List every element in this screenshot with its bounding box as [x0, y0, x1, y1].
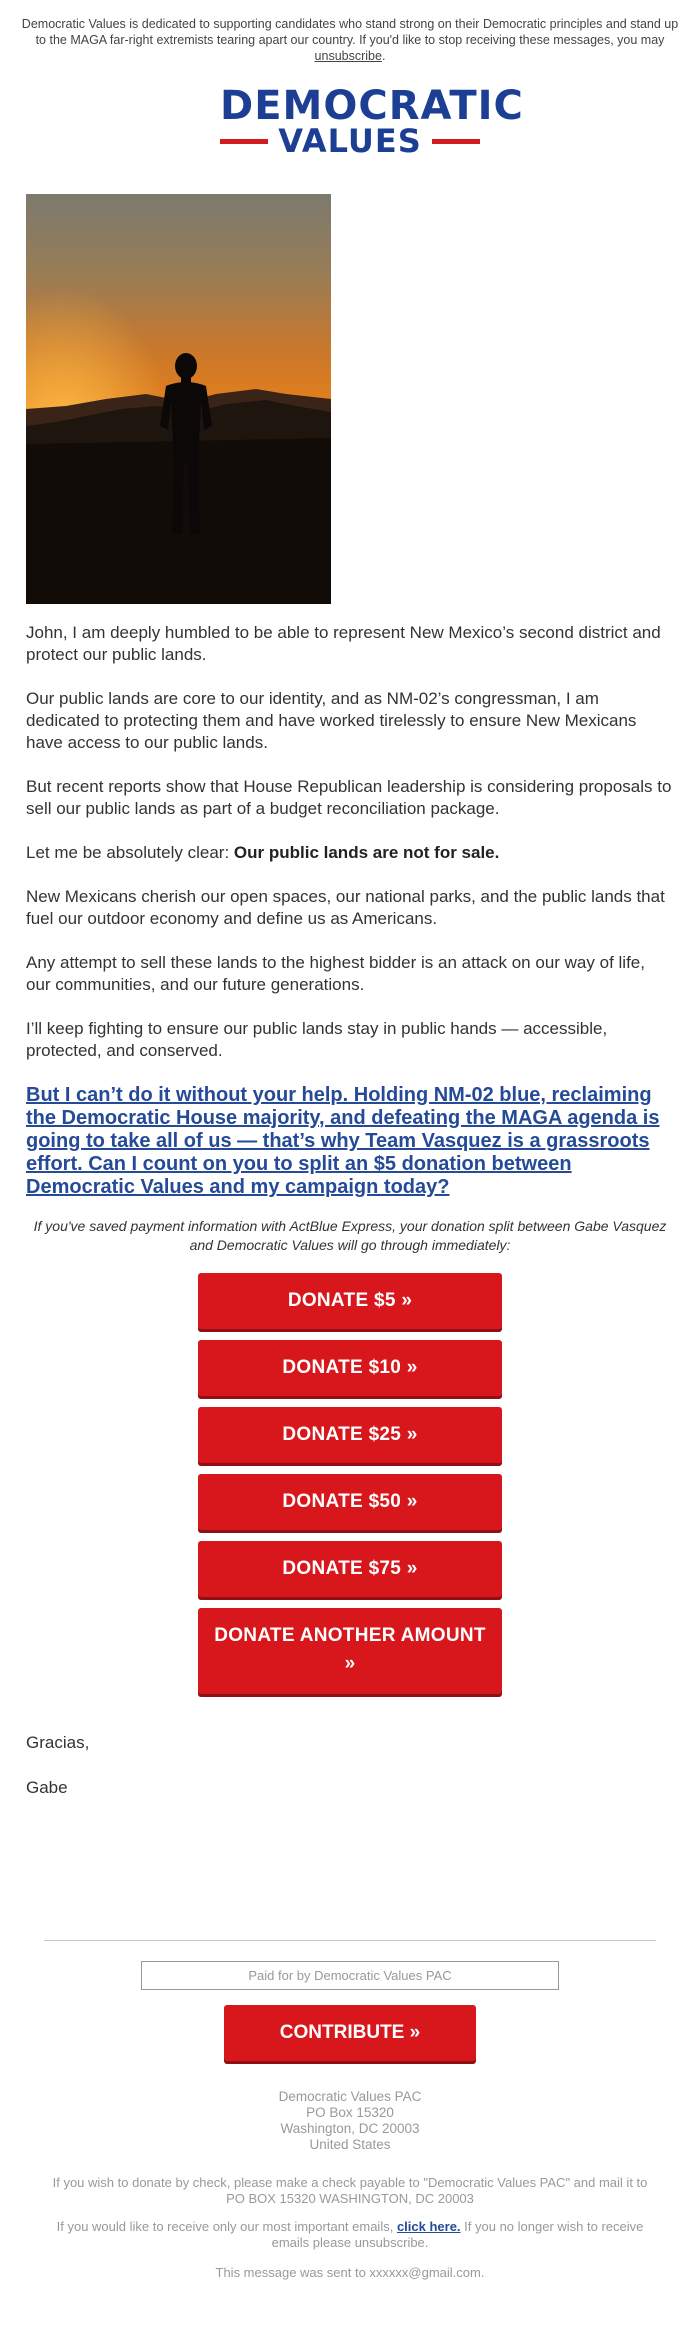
donate-75-button[interactable]: DONATE $75 »: [198, 1541, 502, 1597]
paragraph-7: I’ll keep fighting to ensure our public lands stay in public hands — accessible, protected, and conserved.: [26, 1019, 608, 1060]
logo-line2: VALUES: [278, 122, 422, 160]
hero-image: [26, 194, 331, 604]
sunset-silhouette-image: [26, 194, 331, 604]
paid-for-box: Paid for by Democratic Values PAC: [141, 1961, 559, 1990]
check-donation-note: If you wish to donate by check, please make a check payable to "Democratic Values PAC" and mail it to PO BOX 15320 WASHINGTON, DC 20003: [52, 2175, 648, 2206]
preferences-tail: If you no longer wish to receive emails please unsubscribe.: [271, 2219, 644, 2250]
preheader-tail: .: [381, 49, 386, 63]
paragraph-3: But recent reports show that House Republican leadership is considering proposals to sell our public lands as part of a budget reconciliation package.: [26, 777, 672, 818]
paragraph-2: Our public lands are core to our identity, and as NM-02’s congressman, I am dedicated to protecting them and have worked tirelessly to ensure New Mexicans have access to our public lands.: [26, 689, 637, 752]
paragraph-4-emphasis: Our public lands are not for sale.: [233, 843, 500, 862]
address-country: United States: [309, 2137, 391, 2152]
address-city: Washington, DC 20003: [280, 2121, 420, 2136]
logo-bar-right: [432, 139, 480, 144]
donate-25-button[interactable]: DONATE $25 »: [198, 1407, 502, 1463]
paragraph-6: Any attempt to sell these lands to the highest bidder is an attack on our way of life, our communities, and our future generations.: [26, 953, 645, 994]
paragraph-5: New Mexicans cherish our open spaces, our national parks, and the public lands that fuel our outdoor economy and define us as Americans.: [26, 887, 665, 928]
preheader: [20, 0, 680, 64]
signature-name: Gabe: [26, 1778, 68, 1797]
paragraph-1: John, I am deeply humbled to be able to represent New Mexico’s second district and protect our public lands.: [26, 623, 661, 664]
preheader-text: Democratic Values is dedicated to supporting candidates who stand strong on their Democratic principles and stand up to the MAGA far-right extremists tearing apart our country. If you'd like to stop receiving these messages, you may: [21, 17, 679, 47]
donation-buttons: [0, 1273, 700, 1694]
donate-5-button[interactable]: DONATE $5 »: [198, 1273, 502, 1329]
logo-bar-left: [220, 139, 268, 144]
donate-10-button[interactable]: DONATE $10 »: [198, 1340, 502, 1396]
logo-bars: [220, 122, 480, 160]
message-body: [26, 622, 674, 1062]
paragraph-4-lead: Let me be absolutely clear:: [26, 843, 234, 862]
footer-divider: [44, 1940, 656, 1941]
address-box: PO Box 15320: [306, 2105, 394, 2120]
logo-line1: DEMOCRATIC: [220, 83, 524, 129]
closing: Gracias,: [26, 1733, 90, 1752]
email-preferences-note: [50, 2219, 650, 2251]
paragraph-4: [26, 842, 674, 864]
mailing-address: [0, 2089, 700, 2153]
sent-to-note: This message was sent to xxxxxx@gmail.com.: [215, 2265, 485, 2280]
preferences-lead: If you would like to receive only our most important emails,: [56, 2219, 397, 2234]
donation-ask: [26, 1084, 674, 1199]
address-org: Democratic Values PAC: [278, 2089, 422, 2104]
democratic-values-logo: [220, 83, 524, 168]
donate-50-button[interactable]: DONATE $50 »: [198, 1474, 502, 1530]
donation-ask-link[interactable]: But I can’t do it without your help. Holding NM-02 blue, reclaiming the Democratic House majority, and defeating the MAGA agenda is going to take all of us — that’s why Team Vasquez is a grassroots effort. Can I count on you to split an $5 donation between Democratic Values and my campaign today?: [26, 1084, 660, 1198]
contribute-button[interactable]: CONTRIBUTE »: [224, 2005, 476, 2061]
unsubscribe-link[interactable]: unsubscribe: [314, 49, 382, 63]
signoff: [26, 1732, 700, 1799]
donate-other-amount-button[interactable]: DONATE ANOTHER AMOUNT »: [198, 1608, 502, 1694]
important-emails-link[interactable]: click here.: [396, 2219, 461, 2234]
actblue-note: If you've saved payment information with ActBlue Express, your donation split between Gabe Vasquez and Democratic Values will go through immediately:: [33, 1218, 667, 1253]
